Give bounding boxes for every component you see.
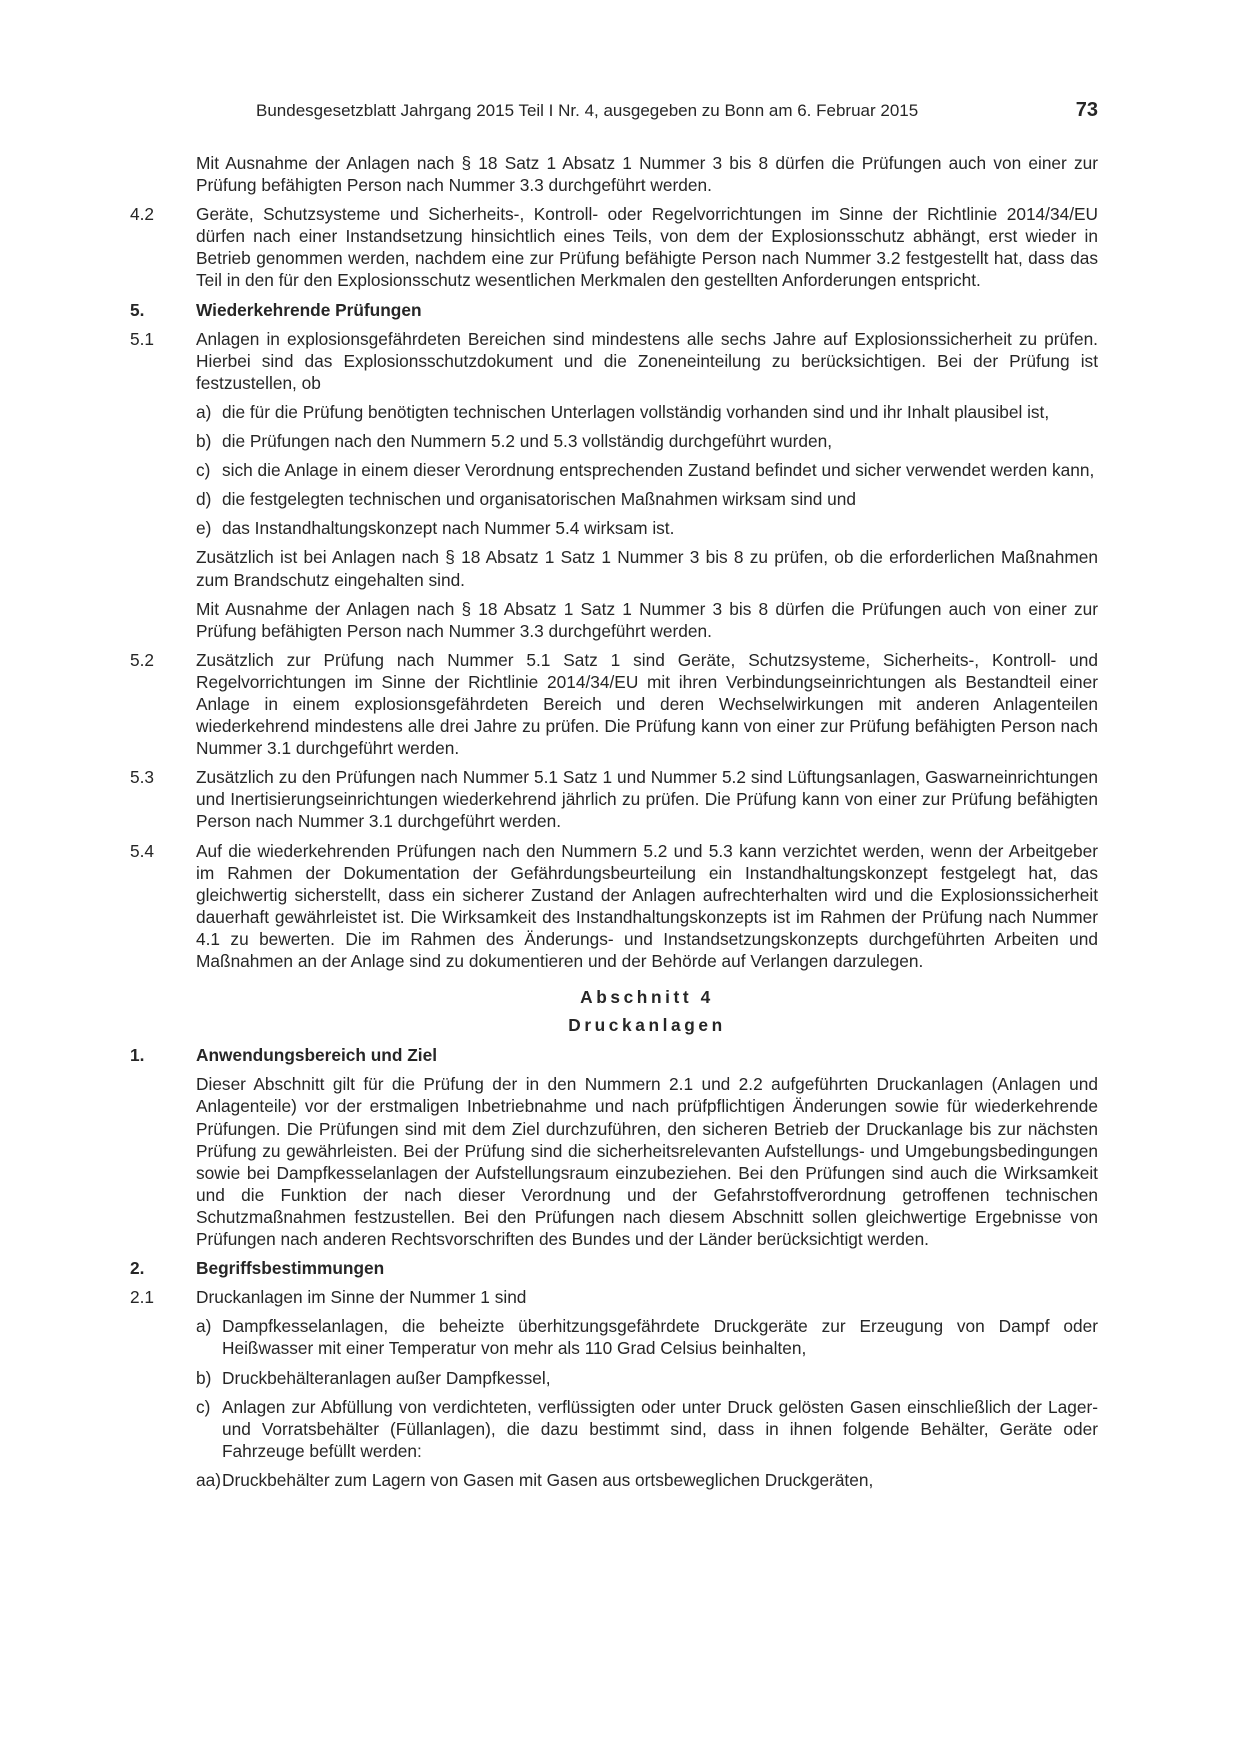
list-text: das Instandhaltungskonzept nach Nummer 5.4 wirksam ist. <box>222 518 675 539</box>
list-label: a) <box>196 1316 212 1337</box>
page-number: 73 <box>1075 99 1098 121</box>
section-number: 5.4 <box>130 840 155 861</box>
section-5-4 <box>130 840 1098 973</box>
paragraph: Mit Ausnahme der Anlagen nach § 18 Absatz 1 Satz 1 Nummer 3 bis 8 dürfen die Prüfungen auch von einer zur Prüfung befähigten Person nach Nummer 3.3 durchgeführt werden. <box>196 598 1098 641</box>
list-item <box>130 1315 1098 1359</box>
section-number: 4.2 <box>130 204 155 225</box>
list-item <box>130 401 1098 423</box>
heading-2 <box>130 1257 1098 1279</box>
list-label: a) <box>196 401 212 422</box>
list-label: aa) <box>196 1469 221 1490</box>
heading-number: 1. <box>130 1045 145 1066</box>
heading-title: Wiederkehrende Prüfungen <box>196 299 422 320</box>
heading-title: Begriffsbestimmungen <box>196 1258 385 1279</box>
heading-title: Anwendungsbereich und Ziel <box>196 1045 437 1066</box>
paragraph: Dieser Abschnitt gilt für die Prüfung der in den Nummern 2.1 und 2.2 aufgeführten Druckanlagen (Anlagen und Anlagenteile) vor der erstmaligen Inbetriebnahme und nach prüfpflichtigen Änderungen sowie für wiederkehrende Prüfungen. Die Prüfungen sind mit dem Ziel durchzuführen, den sicheren Betrieb der Druckanlage bis zur nächsten Prüfung zu gewährleisten. Bei der Prüfung sind die sicherheitsrelevanten Aufstellungs- und Umgebungsbedingungen sowie bei Dampfkesselanlagen der Aufstellungsraum einzubeziehen. Bei den Prüfungen sind auch die Wirksamkeit und die Funktion der nach dieser Verordnung und der Gefahrstoffverordnung getroffenen technischen Schutzmaßnahmen festzustellen. Bei den Prüfungen nach diesem Abschnitt sollen gleichwertige Ergebnisse von Prüfungen nach anderen Rechtsvorschriften des Bundes und der Länder berücksichtigt werden. <box>196 1074 1098 1250</box>
list-label: c) <box>196 460 211 481</box>
list-text: Druckbehälter zum Lagern von Gasen mit Gasen aus ortsbeweglichen Druckgeräten, <box>222 1469 874 1490</box>
list-item <box>130 488 1098 510</box>
page-content <box>130 152 1098 1498</box>
section-4-2 <box>130 203 1098 291</box>
header-text: Bundesgesetzblatt Jahrgang 2015 Teil I Nr. 4, ausgegeben zu Bonn am 6. Februar 2015 <box>256 101 919 120</box>
list-text: die Prüfungen nach den Nummern 5.2 und 5.3 vollständig durchgeführt wurden, <box>222 431 833 452</box>
list-label: e) <box>196 518 212 539</box>
section-2-1 <box>130 1286 1098 1308</box>
section-text: Auf die wiederkehrenden Prüfungen nach den Nummern 5.2 und 5.3 kann verzichtet werden, wenn der Arbeitgeber im Rahmen der Dokumentation der Gefährdungsbeurteilung ein Instandhaltungskonzept festgelegt hat, das gleichwertig sicherstellt, dass ein sicherer Zustand der Anlagen aufrechterhalten wird und die Explosionssicherheit dauerhaft gewährleistet ist. Die Wirksamkeit des Instandhaltungskonzepts ist im Rahmen der Prüfung nach Nummer 4.1 zu bewerten. Die im Rahmen des Änderungs- und Instandsetzungskonzepts durchgeführten Arbeiten und Maßnahmen an der Anlage sind zu dokumentieren und der Behörde auf Verlangen darzulegen. <box>196 840 1098 971</box>
section-text: Geräte, Schutzsysteme und Sicherheits-, Kontroll- oder Regelvorrichtungen im Sinne der Richtlinie 2014/34/EU dürfen nach einer Instandsetzung hinsichtlich eines Teils, von dem der Explosionsschutz abhängt, erst wieder in Betrieb genommen werden, nachdem eine zur Prüfung befähigte Person nach Nummer 3.2 festgestellt hat, dass das Teil in den für den Explosionsschutz wesentlichen Merkmalen den gestellten Anforderungen entspricht. <box>196 204 1098 291</box>
section-subtitle: Druckanlagen <box>568 1015 726 1036</box>
list-label: b) <box>196 1367 212 1388</box>
list-item <box>130 430 1098 452</box>
section-number: 5.1 <box>130 328 155 349</box>
section-number: 2.1 <box>130 1287 155 1308</box>
section-text: Zusätzlich zur Prüfung nach Nummer 5.1 Satz 1 sind Geräte, Schutzsysteme, Sicherheits-, Kontroll- und Regelvorrichtungen im Sinne der Richtlinie 2014/34/EU mit ihren Verbindungseinrichtungen als Bestandteil einer Anlage in einem explosionsgefährdeten Bereich und deren Wechselwirkungen mit anderen Anlagenteilen wiederkehrend mindestens alle drei Jahre zu prüfen. Die Prüfung kann von einer zur Prüfung befähigten Person nach Nummer 3.1 durchgeführt werden. <box>196 649 1098 759</box>
list-label: d) <box>196 489 212 510</box>
section-5-3 <box>130 766 1098 832</box>
list-item <box>130 1469 1098 1491</box>
section-text: Zusätzlich zu den Prüfungen nach Nummer 5.1 Satz 1 und Nummer 5.2 sind Lüftungsanlagen, Gaswarneinrichtungen und Inertisierungseinrichtungen wiederkehrend jährlich zu prüfen. Die Prüfung kann von einer zur Prüfung befähigten Person nach Nummer 3.1 durchgeführt werden. <box>196 767 1098 832</box>
page-header <box>256 100 1098 126</box>
list-text: Dampfkesselanlagen, die beheizte überhitzungsgefährdete Druckgeräte zur Erzeugung von Dampf oder Heißwasser mit einer Temperatur von mehr als 110 Grad Celsius beinhalten, <box>222 1316 1098 1359</box>
section-title: Abschnitt 4 <box>580 987 714 1008</box>
intro-paragraph: Mit Ausnahme der Anlagen nach § 18 Satz 1 Absatz 1 Nummer 3 bis 8 dürfen die Prüfungen auch von einer zur Prüfung befähigten Person nach Nummer 3.3 durchgeführt werden. <box>196 153 1098 196</box>
list-item <box>130 1396 1098 1462</box>
section-number: 5.2 <box>130 649 155 670</box>
section-5-1 <box>130 328 1098 394</box>
heading-1 <box>130 1044 1098 1066</box>
list-item <box>130 1367 1098 1389</box>
list-text: die für die Prüfung benötigten technischen Unterlagen vollständig vorhanden sind und ihr Inhalt plausibel ist, <box>222 401 1050 422</box>
heading-number: 5. <box>130 299 145 320</box>
list-label: c) <box>196 1396 211 1417</box>
section-number: 5.3 <box>130 767 155 788</box>
list-item <box>130 459 1098 481</box>
list-text: Druckbehälteranlagen außer Dampfkessel, <box>222 1367 551 1388</box>
paragraph: Zusätzlich ist bei Anlagen nach § 18 Absatz 1 Satz 1 Nummer 3 bis 8 zu prüfen, ob die erforderlichen Maßnahmen zum Brandschutz eingehalten sind. <box>196 547 1098 590</box>
list-item <box>130 517 1098 539</box>
section-text: Anlagen in explosionsgefährdeten Bereichen sind mindestens alle sechs Jahre auf Explosionssicherheit zu prüfen. Hierbei sind das Explosionsschutzdokument und die Zoneneinteilung zu berücksichtigen. Bei der Prüfung ist festzustellen, ob <box>196 328 1098 393</box>
list-label: b) <box>196 431 212 452</box>
list-text: sich die Anlage in einem dieser Verordnung entsprechenden Zustand befindet und sicher verwendet werden kann, <box>222 460 1095 481</box>
heading-number: 2. <box>130 1258 145 1279</box>
list-text: die festgelegten technischen und organisatorischen Maßnahmen wirksam sind und <box>222 489 857 510</box>
list-text: Anlagen zur Abfüllung von verdichteten, verflüssigten oder unter Druck gelösten Gasen einschließlich der Lager- und Vorratsbehälter (Füllanlagen), die dazu bestimmt sind, dass in ihnen folgende Behälter, Geräte oder Fahrzeuge befüllt werden: <box>222 1396 1098 1461</box>
section-5-2 <box>130 649 1098 759</box>
heading-5 <box>130 299 1098 321</box>
section-text: Druckanlagen im Sinne der Nummer 1 sind <box>196 1287 527 1308</box>
